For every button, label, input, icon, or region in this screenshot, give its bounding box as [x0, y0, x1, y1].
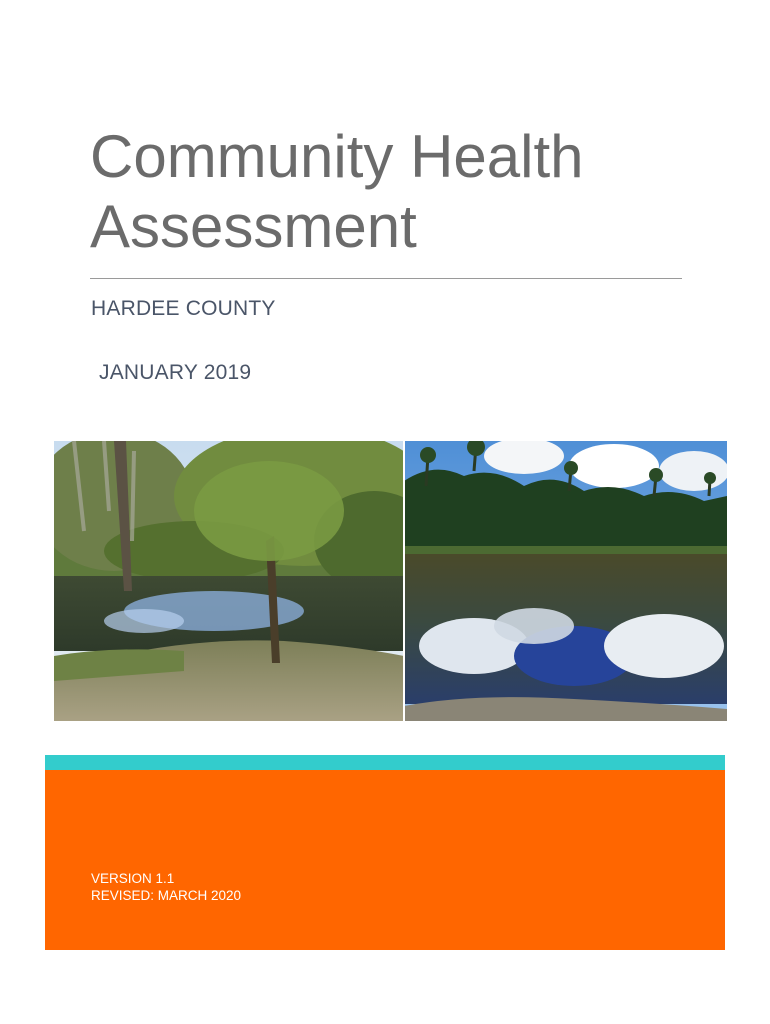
title-divider — [90, 278, 682, 279]
cover-photos — [54, 441, 727, 721]
footer-band-orange — [45, 770, 725, 950]
revised-label: REVISED: MARCH 2020 — [91, 888, 242, 903]
county-subtitle: HARDEE COUNTY — [91, 297, 276, 320]
title-line-1: Community Health — [90, 123, 584, 190]
accent-band-teal — [45, 755, 725, 770]
page-title — [90, 122, 690, 262]
photo-river-reflection — [404, 441, 727, 721]
version-info — [91, 870, 241, 904]
version-label: VERSION 1.1 — [91, 871, 175, 886]
photo-river-oaks — [54, 441, 434, 721]
title-line-2: Assessment — [90, 193, 417, 260]
report-date: JANUARY 2019 — [99, 361, 252, 384]
